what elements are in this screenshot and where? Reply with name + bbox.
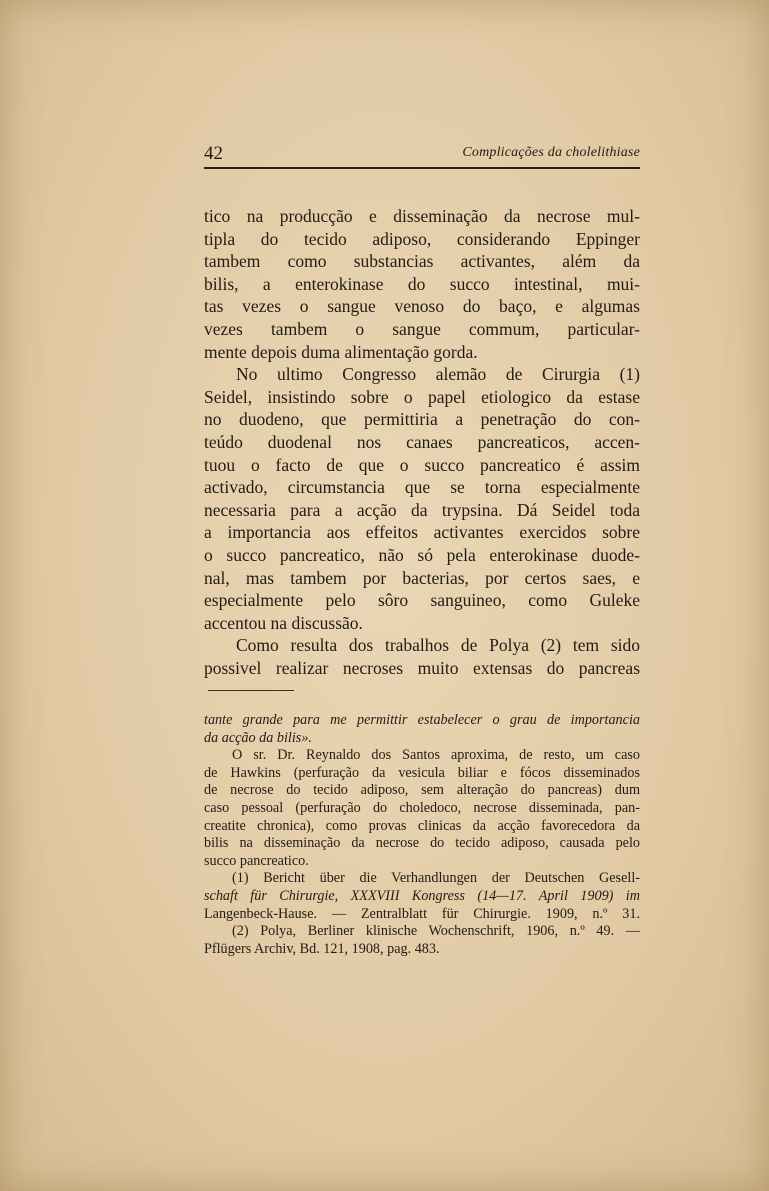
- body-line: o succo pancreatico, não só pela enterokinase duode-: [204, 544, 640, 565]
- footnote-line: O sr. Dr. Reynaldo dos Santos aproxima, de resto, um caso: [232, 747, 640, 764]
- footnote-line: (2) Polya, Berliner klinische Wochenschrift, 1906, n.º 49. —: [232, 923, 640, 940]
- footnote-line: de Hawkins (perfuração da vesicula biliar e fócos disseminados: [204, 764, 640, 781]
- footnote-line: (1) Bericht über die Verhandlungen der Deutschen Gesell-: [232, 870, 640, 887]
- body-line: activado, circumstancia que se torna especialmente: [204, 477, 640, 498]
- footnotes: [204, 712, 640, 958]
- body-line: mente depois duma alimentação gorda.: [204, 341, 478, 362]
- body-line: bilis, a enterokinase do succo intestinal, mui-: [204, 273, 640, 294]
- footnote-line: tante grande para me permittir estabelecer o grau de importancia: [204, 712, 640, 728]
- body-line: possivel realizar necroses muito extensas do pancreas: [204, 657, 640, 678]
- page-number: 42: [204, 143, 223, 164]
- running-title: Complicações da cholelithiase: [462, 145, 640, 160]
- footnote-line: Pflügers Archiv, Bd. 121, 1908, pag. 483.: [204, 940, 440, 957]
- body-line: especialmente pelo sôro sanguineo, como Guleke: [204, 590, 640, 611]
- body-line: tas vezes o sangue venoso do baço, e algumas: [204, 296, 640, 317]
- body-line: teúdo duodenal nos canaes pancreaticos, accen-: [204, 431, 640, 452]
- body-line: Seidel, insistindo sobre o papel etiologico da estase: [204, 386, 640, 407]
- body-line: Como resulta dos trabalhos de Polya (2) tem sido: [236, 635, 640, 656]
- footnote-line: Langenbeck-Hause. — Zentralblatt für Chirurgie. 1909, n.º 31.: [204, 905, 640, 922]
- footnote-line: da acção da bilis».: [204, 729, 312, 746]
- footnote-line: succo pancreatico.: [204, 852, 309, 869]
- footnote-line: de necrose do tecido adiposo, sem alteração do pancreas) dum: [204, 782, 640, 799]
- body-line: tipla do tecido adiposo, considerando Eppinger: [204, 228, 640, 249]
- footnote-line: creatite chronica), como provas clinicas da acção favorecedora da: [204, 817, 640, 834]
- body-line: tico na producção e disseminação da necrose mul-: [204, 206, 640, 226]
- body-line: No ultimo Congresso alemão de Cirurgia (1): [236, 364, 640, 385]
- footnote-separator: [208, 690, 294, 691]
- main-text: [204, 205, 640, 679]
- footnote-line: schaft für Chirurgie, XXXVIII Kongress (14—17. April 1909) im: [204, 887, 640, 904]
- body-line: vezes tambem o sangue commum, particular-: [204, 318, 640, 339]
- body-line: no duodeno, que permittiria a penetração do con-: [204, 409, 640, 430]
- body-line: necessaria para a acção da trypsina. Dá Seidel toda: [204, 499, 640, 520]
- body-line: accentou na discussão.: [204, 612, 363, 633]
- body-line: tuou o facto de que o succo pancreatico é assim: [204, 454, 640, 475]
- footnote-line: caso pessoal (perfuração do choledoco, necrose disseminada, pan-: [204, 799, 640, 816]
- body-line: a importancia aos effeitos activantes exercidos sobre: [204, 522, 640, 543]
- body-line: nal, mas tambem por bacterias, por certos saes, e: [204, 567, 640, 588]
- running-header: [204, 143, 640, 169]
- body-line: tambem como substancias activantes, além da: [204, 251, 640, 272]
- footnote-line: bilis na disseminação da necrose do tecido adiposo, causada pelo: [204, 835, 640, 852]
